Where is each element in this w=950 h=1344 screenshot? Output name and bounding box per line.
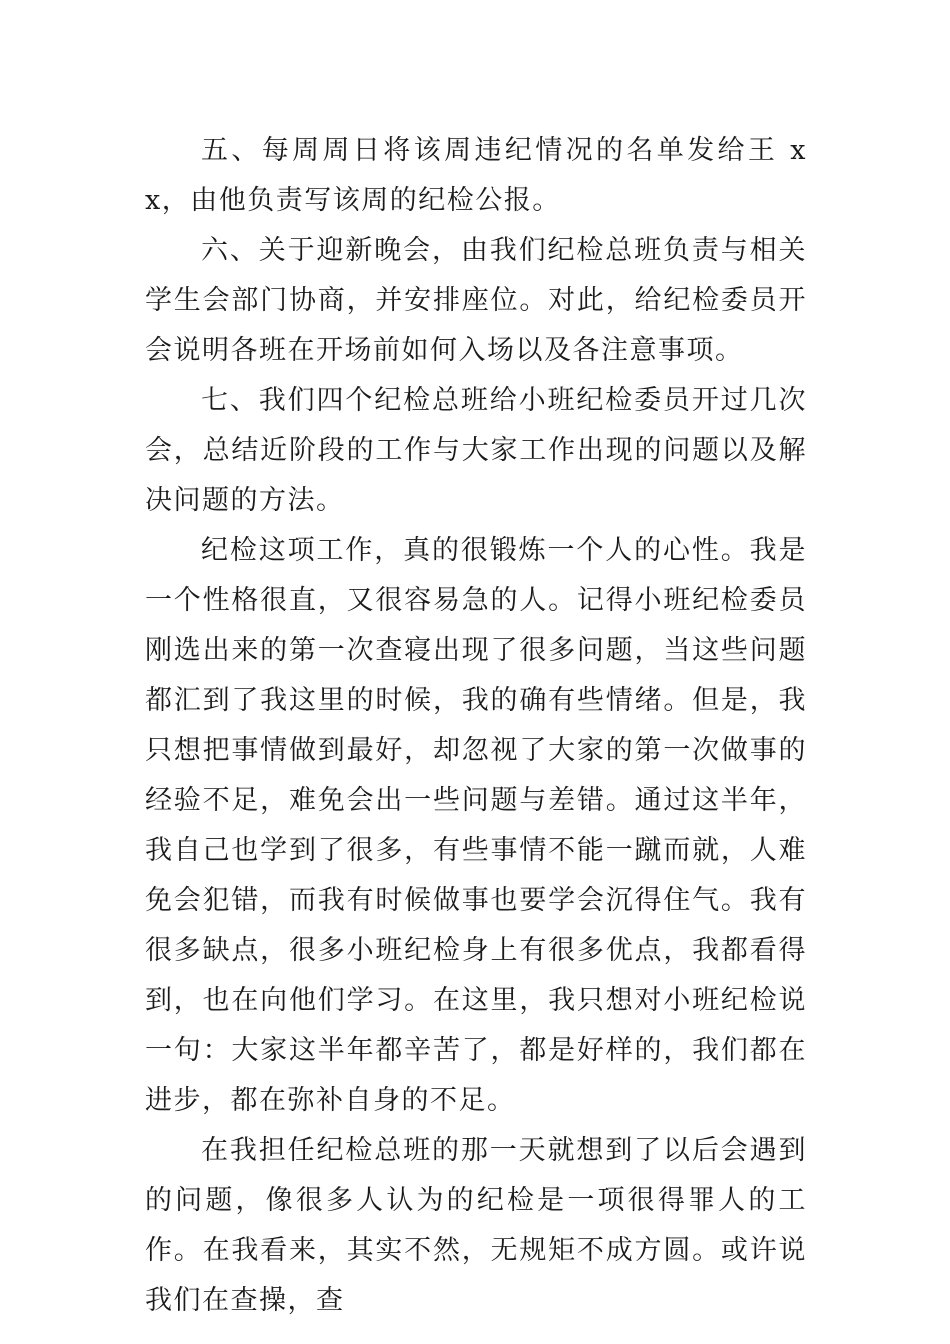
paragraph-item-5: 五、每周周日将该周违纪情况的名单发给王 xx，由他负责写该周的纪检公报。 <box>145 135 807 216</box>
paragraph-role-view: 在我担任纪检总班的那一天就想到了以后会遇到的问题，像很多人认为的纪检是一项很得罪人的工作。在我看来，其实不然，无规矩不成方圆。或许说我们在查操，查 <box>145 1135 807 1316</box>
paragraph-item-6: 六、关于迎新晚会，由我们纪检总班负责与相关学生会部门协商，并安排座位。对此，给纪检委员开会说明各班在开场前如何入场以及各注意事项。 <box>145 235 807 366</box>
paragraph-reflection: 纪检这项工作，真的很锻炼一个人的心性。我是一个性格很直，又很容易急的人。记得小班纪检委员刚选出来的第一次查寝出现了很多问题，当这些问题都汇到了我这里的时候，我的确有些情绪。但是，我只想把事情做到最好，却忽视了大家的第一次做事的经验不足，难免会出一些问题与差错。通过这半年，我自己也学到了很多，有些事情不能一蹴而就，人难免会犯错，而我有时候做事也要学会沉得住气。我有很多缺点，很多小班纪检身上有很多优点，我都看得到，也在向他们学习。在这里，我只想对小班纪检说一句：大家这半年都辛苦了，都是好样的，我们都在进步，都在弥补自身的不足。 <box>145 535 807 1116</box>
document-page <box>145 126 807 1326</box>
paragraph-item-7: 七、我们四个纪检总班给小班纪检委员开过几次会，总结近阶段的工作与大家工作出现的问题以及解决问题的方法。 <box>145 385 807 516</box>
